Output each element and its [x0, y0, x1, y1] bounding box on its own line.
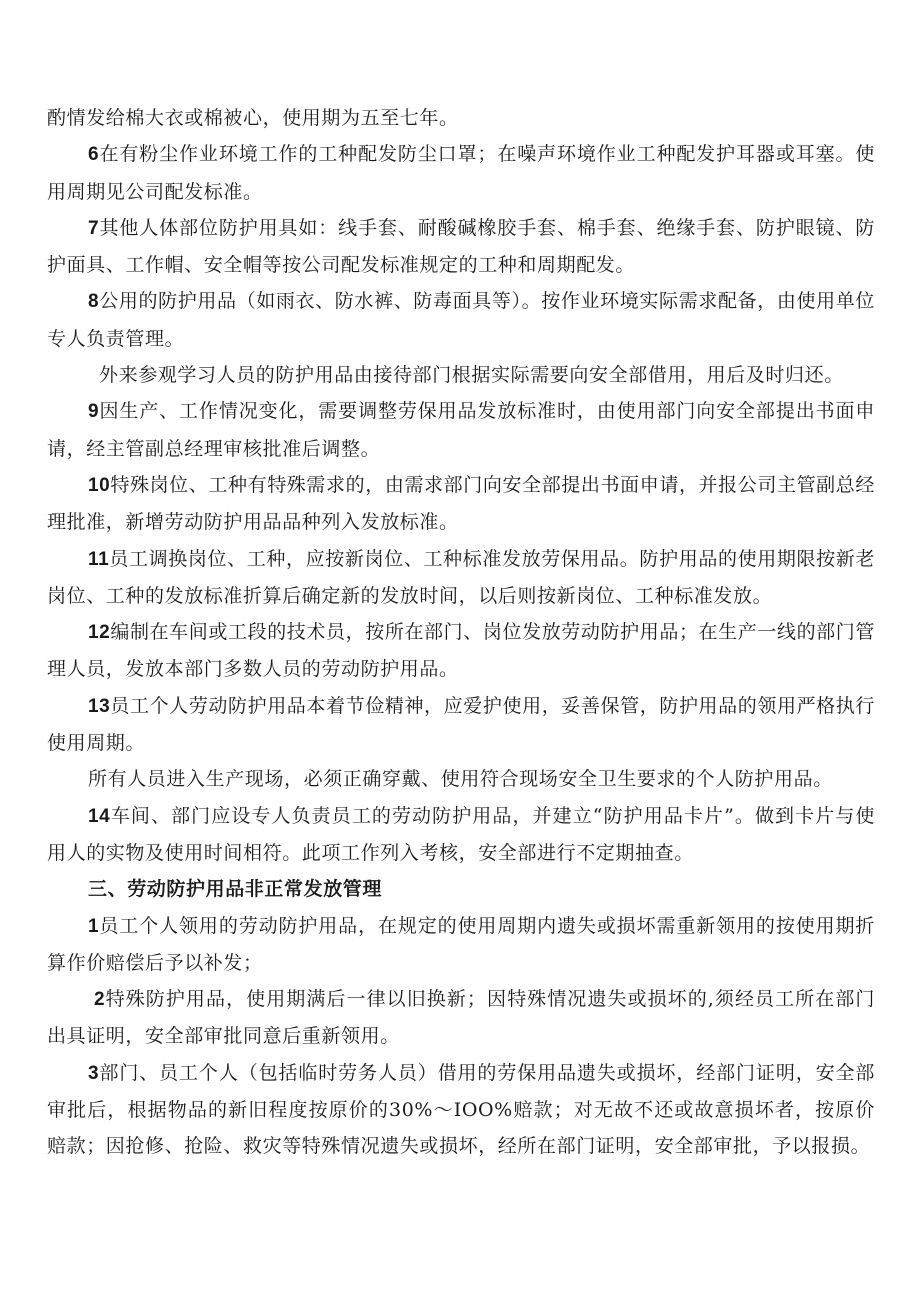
- paragraph-text: 因生产、工作情况变化，需要调整劳保用品发放标准时，由使用部门向安全部提出书面申请，经主管副总经理审核批准后调整。: [47, 400, 875, 460]
- paragraph-item-9: [47, 393, 875, 467]
- paragraph-item-10: [47, 467, 875, 541]
- paragraph-item-11: [47, 541, 875, 615]
- paragraph-text: 在有粉尘作业环境工作的工种配发防尘口罩；在噪声环境作业工种配发护耳器或耳塞。使用周期见公司配发标准。: [47, 143, 875, 203]
- paragraph-item-8: [47, 283, 875, 357]
- paragraph-text: 编制在车间或工段的技术员，按所在部门、岗位发放劳动防护用品；在生产一线的部门管理人员，发放本部门多数人员的劳动防护用品。: [47, 621, 875, 681]
- item-number: 1: [88, 915, 100, 937]
- paragraph-item-7: [47, 210, 875, 284]
- paragraph-continuation: [47, 100, 875, 136]
- paragraph-item-14: [47, 798, 875, 872]
- item-number: 12: [88, 622, 111, 644]
- paragraph-text: 其他人体部位防护用具如：线手套、耐酸碱橡胶手套、棉手套、绝缘手套、防护眼镜、防护面具、工作帽、安全帽等按公司配发标准规定的工种和周期配发。: [47, 216, 875, 277]
- section-item-1: [47, 908, 875, 982]
- paragraph-item-12: [47, 614, 875, 688]
- paragraph-text: 酌情发给棉大衣或棉被心，使用期为五至七年。: [47, 107, 459, 129]
- paragraph-item-13: [47, 688, 875, 762]
- item-number: 6: [88, 144, 100, 166]
- paragraph-item-6: [47, 136, 875, 210]
- paragraph-text: 所有人员进入生产现场，必须正确穿戴、使用符合现场安全卫生要求的个人防护用品。: [88, 768, 833, 791]
- paragraph-text: 车间、部门应设专人负责员工的劳动防护用品，并建立“防护用品卡片”。做到卡片与使用人的实物及使用时间相符。此项工作列入考核，安全部进行不定期抽查。: [47, 804, 875, 864]
- section-heading: 三、劳动防护用品非正常发放管理: [88, 878, 383, 901]
- item-number: 2: [94, 989, 106, 1011]
- item-number: 7: [88, 217, 100, 239]
- paragraph-text: 员工调换岗位、工种，应按新岗位、工种标准发放劳保用品。防护用品的使用期限按新老岗位、工种的发放标准折算后确定新的发放时间，以后则按新岗位、工种标准发放。: [47, 547, 875, 607]
- paragraph-visitors: [47, 357, 875, 393]
- document-page: [47, 100, 875, 1165]
- item-number: 14: [88, 805, 111, 827]
- paragraph-text: 特殊岗位、工种有特殊需求的，由需求部门向安全部提出书面申请，并报公司主管副总经理批准，新增劳动防护用品品种列入发放标准。: [47, 473, 875, 534]
- paragraph-text: 员工个人领用的劳动防护用品，在规定的使用周期内遗失或损坏需重新领用的按使用期折算作价赔偿后予以补发；: [47, 914, 875, 974]
- paragraph-all-personnel: [47, 761, 875, 797]
- item-number: 3: [88, 1062, 100, 1084]
- section-item-2: [47, 981, 875, 1055]
- paragraph-text: 公用的防护用品（如雨衣、防水裤、防毒面具等）。按作业环境实际需求配备，由使用单位专人负责管理。: [47, 290, 875, 350]
- item-number: 13: [88, 695, 111, 717]
- item-number: 11: [88, 548, 110, 570]
- paragraph-text: 员工个人劳动防护用品本着节俭精神，应爱护使用，妥善保管，防护用品的领用严格执行使用周期。: [47, 694, 875, 755]
- paragraph-text: 部门、员工个人（包括临时劳务人员）借用的劳保用品遗失或损坏，经部门证明，安全部审批后，根据物品的新旧程度按原价的30%〜IOO%赔款；对无故不还或故意损坏者，按原价赔款；因抢修、抢险、救灾等特殊情况遗失或损坏，经所在部门证明，安全部审批，予以报损。: [47, 1061, 875, 1158]
- item-number: 8: [88, 291, 100, 313]
- paragraph-text: 特殊防护用品，使用期满后一律以旧换新；因特殊情况遗失或损坏的,须经员工所在部门出具证明，安全部审批同意后重新领用。: [47, 988, 875, 1048]
- section-item-3: [47, 1055, 875, 1165]
- paragraph-text: 外来参观学习人员的防护用品由接待部门根据实际需要向安全部借用，用后及时归还。: [99, 364, 844, 387]
- item-number: 10: [88, 474, 111, 496]
- item-number: 9: [88, 401, 100, 423]
